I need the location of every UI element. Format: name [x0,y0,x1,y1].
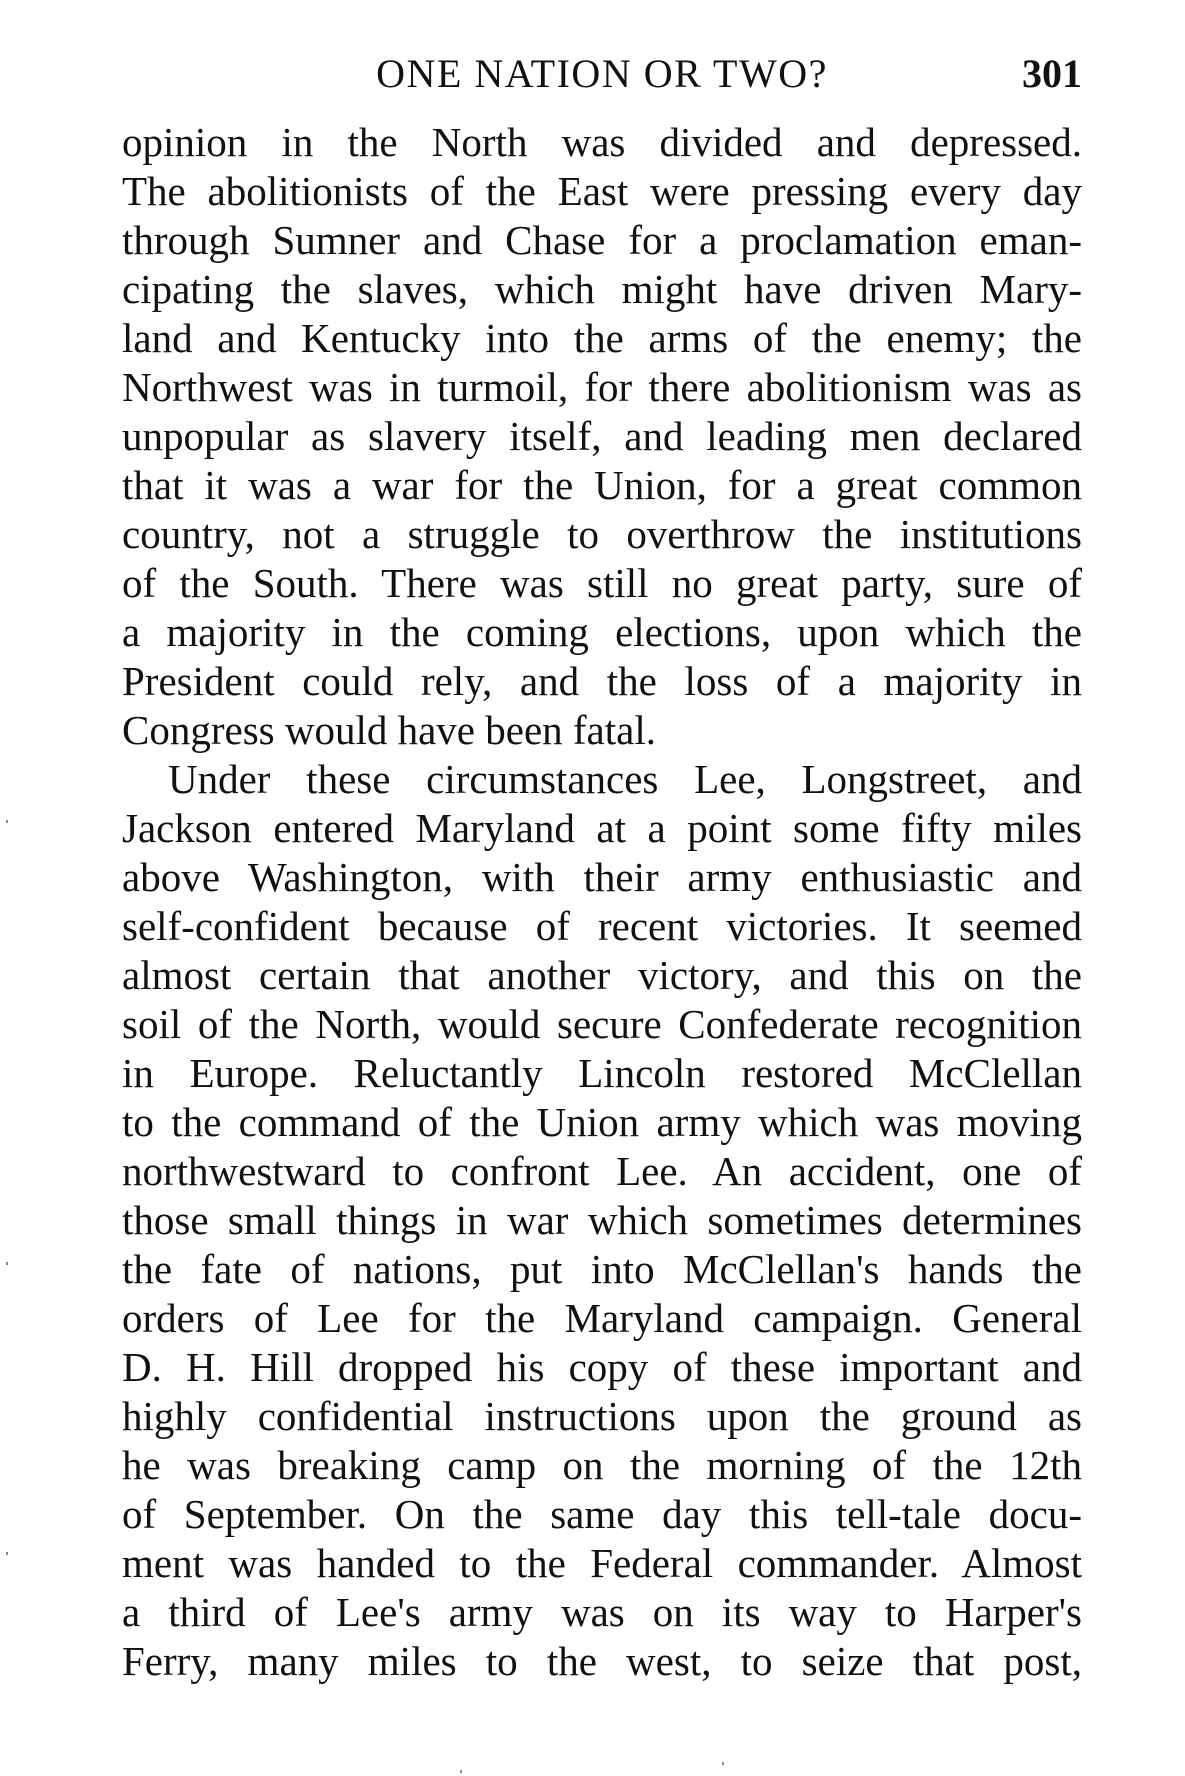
text-line: Ferry, many miles to the west, to seize that post, [122,1638,1082,1684]
text-line: opinion in the North was divided and depressed. [122,119,1082,165]
text-line: self-confident because of recent victories. It seemed [122,903,1082,949]
text-line: he was breaking camp on the morning of the 12th [122,1442,1082,1488]
scan-speck [6,1262,8,1265]
text-line: orders of Lee for the Maryland campaign. General [122,1295,1082,1341]
text-line: to the command of the Union army which was moving [122,1099,1082,1145]
text-line: country, not a struggle to overthrow the institutions [122,511,1082,557]
text-line: D. H. Hill dropped his copy of these important and [122,1344,1082,1390]
text-line: Congress would have been fatal. [122,707,656,753]
text-line: Under these circumstances Lee, Longstreet, and [168,756,1082,802]
paragraph-2 [122,755,1082,1686]
page-number: 301 [1022,51,1082,96]
scan-speck [460,1770,462,1773]
text-line: above Washington, with their army enthusiastic and [122,854,1082,900]
text-line: cipating the slaves, which might have driven Mary- [122,266,1082,312]
running-head [122,44,1082,104]
text-line: Northwest was in turmoil, for there abolitionism was as [122,364,1082,410]
text-line: highly confidential instructions upon the ground as [122,1393,1082,1439]
text-line: of the South. There was still no great party, sure of [122,560,1082,606]
scan-speck [6,1552,8,1555]
text-line: ment was handed to the Federal commander. Almost [122,1540,1082,1586]
text-line: soil of the North, would secure Confederate recognition [122,1001,1082,1047]
text-line: northwestward to confront Lee. An accident, one of [122,1148,1082,1194]
text-line: the fate of nations, put into McClellan's hands the [122,1246,1082,1292]
body-text [122,118,1082,1686]
running-title: ONE NATION OR TWO? [376,51,828,96]
text-line: through Sumner and Chase for a proclamation eman- [122,217,1082,263]
text-line: The abolitionists of the East were pressing every day [122,168,1082,214]
text-line: unpopular as slavery itself, and leading men declared [122,413,1082,459]
paragraph-1 [122,118,1082,755]
text-line: land and Kentucky into the arms of the enemy; the [122,315,1082,361]
text-line: Jackson entered Maryland at a point some fifty miles [122,805,1082,851]
text-line: President could rely, and the loss of a majority in [122,658,1082,704]
text-line: those small things in war which sometimes determines [122,1197,1082,1243]
text-line: a majority in the coming elections, upon which the [122,609,1082,655]
scan-speck [722,1762,724,1765]
text-line: a third of Lee's army was on its way to Harper's [122,1589,1082,1635]
scan-speck [6,820,8,823]
text-line: of September. On the same day this tell-tale docu- [122,1491,1082,1537]
text-line: that it was a war for the Union, for a great common [122,462,1082,508]
text-line: almost certain that another victory, and this on the [122,952,1082,998]
text-line: in Europe. Reluctantly Lincoln restored McClellan [122,1050,1082,1096]
